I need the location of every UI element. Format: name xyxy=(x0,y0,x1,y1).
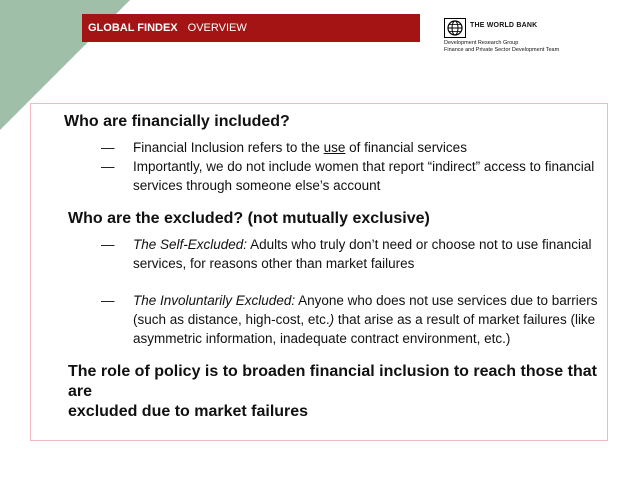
heading-included: Who are financially included? xyxy=(64,113,290,130)
logo-line1: Development Research Group xyxy=(444,40,519,46)
bullet-dash: — xyxy=(101,237,115,252)
logo-line2: Finance and Private Sector Development Team xyxy=(444,47,560,53)
slide-content xyxy=(64,112,604,422)
bullet-text: that arise as a result of market failures (like xyxy=(334,312,596,327)
bullet-line: services, for reasons other than market failures xyxy=(133,256,415,271)
bullet-definition xyxy=(64,138,604,157)
bullet-italic: The Self-Excluded: xyxy=(133,237,248,252)
policy-statement xyxy=(64,362,604,422)
bullet-text: (such as distance, high-cost, etc. xyxy=(133,312,330,327)
bullet-dash: — xyxy=(101,159,115,174)
bullet-indirect-access xyxy=(64,157,604,195)
bullet-line: Importantly, we do not include women that report “indirect” access to financial xyxy=(133,159,595,174)
bullet-self-excluded xyxy=(64,235,604,273)
world-bank-logo xyxy=(444,16,624,60)
bullet-text: Financial Inclusion refers to the xyxy=(133,140,324,155)
bullet-dash: — xyxy=(101,293,115,308)
bullet-text: of financial services xyxy=(345,140,467,155)
bullet-italic: ) xyxy=(329,312,335,327)
policy-line: The role of policy is to broaden financial inclusion to reach those that are xyxy=(68,363,597,400)
globe-icon xyxy=(444,18,466,38)
bullet-line: asymmetric information, inadequate contract environment, etc.) xyxy=(133,331,511,346)
bullet-italic: The Involuntarily Excluded: xyxy=(133,293,296,308)
heading-excluded: Who are the excluded? (not mutually exclusive) xyxy=(68,210,430,227)
bullet-line: services through someone else’s account xyxy=(133,178,381,193)
bullet-text: Anyone who does not use services due to barriers xyxy=(295,293,598,308)
bullet-involuntarily-excluded xyxy=(64,291,604,348)
bullet-text: Adults who truly don’t need or choose not to use financial xyxy=(247,237,592,252)
header-title: GLOBAL FINDEX xyxy=(88,22,178,34)
header-bar xyxy=(82,14,420,42)
policy-line: excluded due to market failures xyxy=(68,403,309,420)
logo-org-name: THE WORLD BANK xyxy=(470,22,538,29)
header-section: OVERVIEW xyxy=(187,22,247,34)
bullet-text-underlined: use xyxy=(323,140,346,155)
bullet-dash: — xyxy=(101,140,115,155)
logo-subtitle xyxy=(444,40,559,54)
